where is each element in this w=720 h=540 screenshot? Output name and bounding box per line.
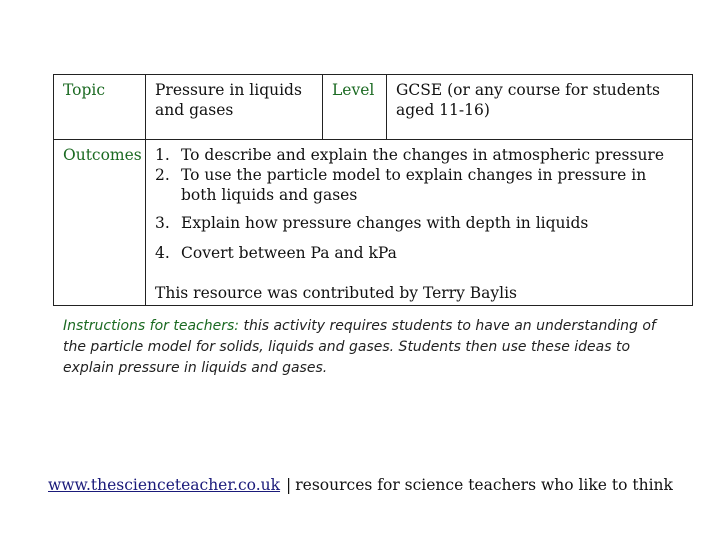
- outcome-item: [155, 243, 683, 263]
- instructions-body: this activity requires students to have an understanding of the particle model for solids, liquids and gases. Students then use these ideas to explain pressure in liquids and gases.: [63, 318, 656, 376]
- topic-value: Pressure in liquids and gases: [146, 75, 323, 140]
- topic-label: Topic: [54, 75, 146, 140]
- site-link[interactable]: www.thescienceteacher.co.uk: [48, 476, 281, 494]
- level-value: GCSE (or any course for students aged 11-16): [387, 75, 693, 140]
- outcome-item: [155, 213, 683, 233]
- outcome-text: Explain how pressure changes with depth in liquids: [181, 214, 589, 233]
- footer-separator: |: [286, 476, 292, 494]
- outcome-text: To use the particle model to explain changes in pressure in both liquids and gases: [181, 166, 647, 205]
- credit-line: This resource was contributed by Terry Baylis: [155, 284, 518, 302]
- lesson-info-table: [53, 74, 693, 306]
- outcomes-cell: [146, 140, 693, 306]
- footer: [48, 476, 673, 494]
- outcome-text: Covert between Pa and kPa: [181, 244, 397, 263]
- outcome-number: 4.: [155, 244, 170, 263]
- outcome-text: To describe and explain the changes in atmospheric pressure: [181, 146, 665, 165]
- outcome-number: 1.: [155, 146, 170, 165]
- outcome-item: [155, 165, 683, 205]
- teacher-instructions: [63, 316, 673, 379]
- outcome-item: [155, 145, 683, 165]
- instructions-lead: Instructions for teachers:: [63, 318, 240, 334]
- outcomes-row: [54, 140, 693, 306]
- topic-row: [54, 75, 693, 140]
- footer-tagline: resources for science teachers who like to think: [295, 476, 673, 494]
- outcomes-label: Outcomes: [54, 140, 146, 306]
- outcome-number: 3.: [155, 214, 170, 233]
- outcome-number: 2.: [155, 166, 170, 185]
- level-label: Level: [323, 75, 387, 140]
